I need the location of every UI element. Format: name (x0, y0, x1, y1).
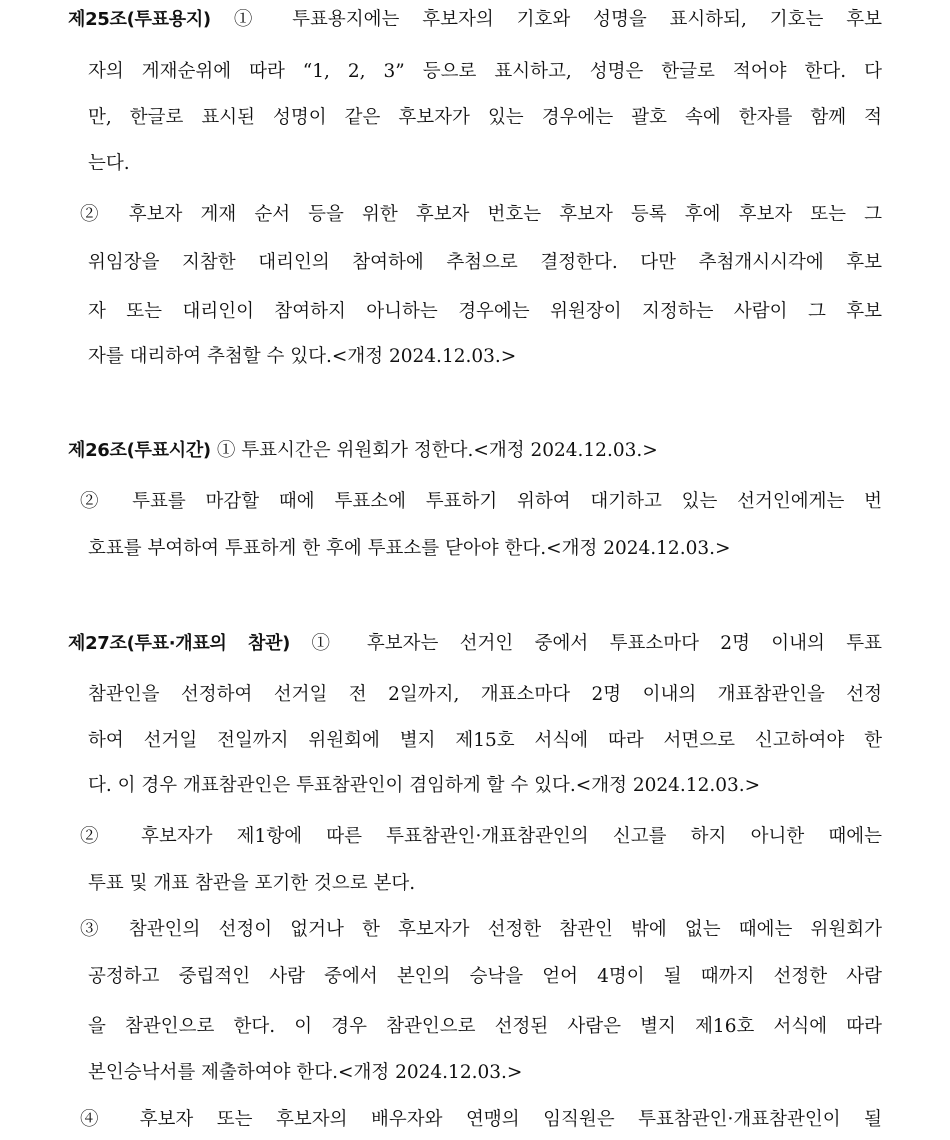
article-26-line-1 (68, 439, 882, 463)
article-26-line-2: ② 투표를 마감할 때에 투표소에 투표하기 위하여 대기하고 있는 선거인에게는 번 (80, 491, 882, 512)
article-25-line-1 (68, 8, 882, 32)
article-27-line-1 (68, 632, 882, 656)
article-27-line-10: 본인승낙서를 제출하여야 한다.<개정 2024.12.03.> (88, 1062, 523, 1083)
article-27-line-3: 하여 선거일 전일까지 위원회에 별지 제15호 서식에 따라 서면으로 신고하여야 한 (88, 730, 882, 751)
article-27-line-9: 을 참관인으로 한다. 이 경우 참관인으로 선정된 사람은 별지 제16호 서식에 따라 (88, 1016, 882, 1037)
article-27-line-5: ② 후보자가 제1항에 따른 투표참관인·개표참관인의 신고를 하지 아니한 때에는 (80, 826, 882, 847)
article-27-line-2: 참관인을 선정하여 선거일 전 2일까지, 개표소마다 2명 이내의 개표참관인을 선정 (88, 684, 882, 705)
article-25-line-7: 자 또는 대리인이 참여하지 아니하는 경우에는 위원장이 지정하는 사람이 그 후보 (88, 301, 882, 322)
article-25-line-3: 만, 한글로 표시된 성명이 같은 후보자가 있는 경우에는 괄호 속에 한자를 함께 적 (88, 107, 882, 128)
article-26-heading: 제26조(투표시간) (68, 440, 211, 461)
article-25-line-2: 자의 게재순위에 따라 “1, 2, 3” 등으로 표시하고, 성명은 한글로 적어야 한다. 다 (88, 61, 882, 82)
article-25-text-1: ① 투표용지에는 후보자의 기호와 성명을 표시하되, 기호는 후보 (216, 9, 882, 30)
article-27-line-8: 공정하고 중립적인 사람 중에서 본인의 승낙을 얻어 4명이 될 때까지 선정한 사람 (88, 966, 882, 987)
article-25-heading: 제25조(투표용지) (68, 9, 211, 30)
article-27-line-4: 다. 이 경우 개표참관인은 투표참관인이 겸임하게 할 수 있다.<개정 2024.12.03.> (88, 775, 761, 796)
article-27-line-6: 투표 및 개표 참관을 포기한 것으로 본다. (88, 873, 416, 894)
article-25-line-6: 위임장을 지참한 대리인의 참여하에 추첨으로 결정한다. 다만 추첨개시시각에 후보 (88, 252, 882, 273)
article-27-line-11: ④ 후보자 또는 후보자의 배우자와 연맹의 임직원은 투표참관인·개표참관인이 될 (80, 1109, 882, 1130)
article-26-text-1: ① 투표시간은 위원회가 정한다.<개정 2024.12.03.> (216, 440, 658, 461)
article-27-heading: 제27조(투표·개표의 참관) (68, 633, 291, 654)
article-27-text-1: ① 후보자는 선거인 중에서 투표소마다 2명 이내의 투표 (296, 633, 882, 654)
article-25-line-5: ② 후보자 게재 순서 등을 위한 후보자 번호는 후보자 등록 후에 후보자 또는 그 (80, 204, 882, 225)
article-25-line-4: 는다. (88, 153, 130, 174)
article-27-line-7: ③ 참관인의 선정이 없거나 한 후보자가 선정한 참관인 밖에 없는 때에는 위원회가 (80, 919, 882, 940)
article-25-line-8: 자를 대리하여 추첨할 수 있다.<개정 2024.12.03.> (88, 346, 517, 367)
article-26-line-3: 호표를 부여하여 투표하게 한 후에 투표소를 닫아야 한다.<개정 2024.12.03.> (88, 538, 731, 559)
